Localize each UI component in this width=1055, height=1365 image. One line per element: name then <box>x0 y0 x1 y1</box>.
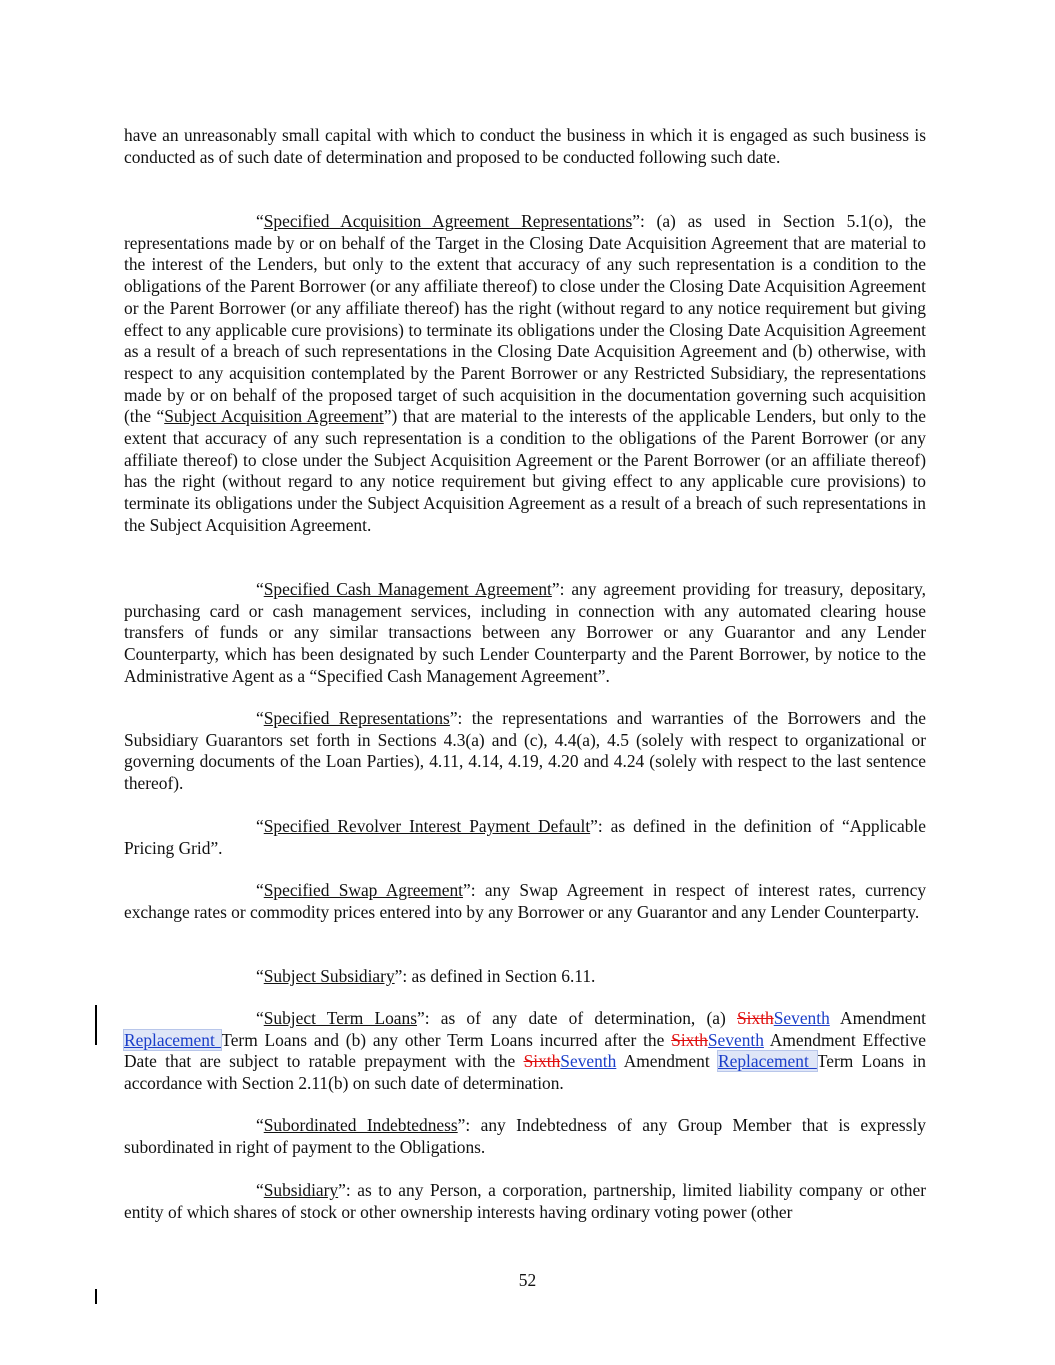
definition-subject-subsidiary <box>124 966 926 988</box>
defined-term: Specified Revolver Interest Payment Default <box>263 816 591 836</box>
term-close: ”: <box>590 816 611 836</box>
open-quote: “ <box>256 708 264 728</box>
paragraph-text: have an unreasonably small capital with which to conduct the business in which it is engaged as such business is conducted as of such date of determination and proposed to be conducted following such date. <box>124 125 926 167</box>
term-close: ”: <box>449 708 472 728</box>
defined-term: Specified Acquisition Agreement Representations <box>263 211 633 231</box>
definition-text: (a) as used in Section 5.1(o), the representations made by or on behalf of the Target in the Closing Date Acquisition Agreement that are material to the interest of the Lenders, but only to the extent that accuracy of any such representation is a condition to the obligations of the Parent Borrower (or any affiliate thereof) to close under the Closing Date Acquisition Agreement or the Parent Borrower (or any affiliate thereof) has the right (without regard to any notice requirement but giving effect to any applicable cure provisions) to terminate its obligations under the Closing Date Acquisition Agreement as a result of a breach of such representations in the Closing Date Acquisition Agreement and (b) otherwise, with respect to any acquisition contemplated by the Parent Borrower or any Restricted Subsidiary, the representations made by or on behalf of the proposed target of such acquisition in the documentation governing such acquisition (the <box>124 211 926 427</box>
definition-specified-acquisition-agreement-representations <box>124 211 926 537</box>
definition-text: the representations and warranties of the Borrowers and the Subsidiary Guarantors set forth in Sections 4.3(a) and (c), 4.4(a), 4.5 (solely with respect to organizational or governing documents of the Loan Parties), 4.11, 4.14, 4.19, 4.20 and 4.24 (solely with respect to the last sentence thereof). <box>124 708 926 794</box>
definition-specified-swap-agreement <box>124 880 926 923</box>
inserted-text-highlight: Replacement <box>718 1051 817 1072</box>
revision-change-bar <box>95 1289 97 1304</box>
revision-change-bar <box>95 1005 97 1045</box>
inserted-text: Seventh <box>560 1051 617 1072</box>
inserted-text-highlight: Replacement <box>124 1029 222 1050</box>
definition-specified-revolver-interest-payment-default <box>124 816 926 859</box>
deleted-text: Sixth <box>671 1029 708 1050</box>
definition-text: Amendment <box>616 1051 719 1072</box>
defined-term: Subject Term Loans <box>263 1008 417 1028</box>
term-close: ”: <box>463 880 485 900</box>
definition-text: Amendment <box>829 1008 926 1028</box>
definition-text: Term Loans and (b) any other Term Loans incurred after the <box>221 1029 672 1050</box>
open-quote: “ <box>256 1180 264 1200</box>
term-close: ”: <box>394 966 412 986</box>
defined-term: Subsidiary <box>263 1180 339 1200</box>
defined-term: Specified Cash Management Agreement <box>263 579 552 599</box>
open-quote: “ <box>256 1115 264 1135</box>
open-quote: “ <box>256 211 264 231</box>
deleted-text: Sixth <box>523 1051 561 1072</box>
page-number: 52 <box>518 1270 537 1290</box>
definition-subsidiary <box>124 1180 926 1223</box>
defined-term: Subordinated Indebtedness <box>263 1115 458 1135</box>
defined-term: Specified Representations <box>263 708 450 728</box>
definition-subordinated-indebtedness <box>124 1115 926 1158</box>
open-quote: “ <box>256 1008 264 1028</box>
term-close: ”: <box>551 579 572 599</box>
open-quote: “ <box>256 579 264 599</box>
deleted-text: Sixth <box>737 1008 774 1028</box>
definition-specified-representations <box>124 708 926 795</box>
definition-text: Amendment Effective Date that are subject to ratable prepayment with the <box>124 1029 926 1072</box>
definition-text: as defined in Section 6.11. <box>411 966 596 986</box>
inserted-text: Seventh <box>707 1029 764 1050</box>
term-close: ”: <box>416 1008 441 1028</box>
term-close: ”: <box>632 211 657 231</box>
definition-subject-term-loans <box>124 1008 926 1095</box>
definition-text: Term Loans in accordance with Section 2.11(b) on such date of determination. <box>124 1051 926 1094</box>
term-close: ”: <box>338 1180 358 1200</box>
defined-term: Subject Acquisition Agreement <box>164 406 384 427</box>
defined-term: Subject Subsidiary <box>263 966 395 986</box>
inserted-text: Seventh <box>773 1008 830 1028</box>
defined-term: Specified Swap Agreement <box>263 880 464 900</box>
paragraph-capital-continuation <box>124 125 926 168</box>
definition-text: any Indebtedness of any Group Member that is expressly subordinated in right of payment to the Obligations. <box>124 1115 926 1157</box>
definition-text: as of any date of determination, (a) <box>440 1008 737 1028</box>
definition-specified-cash-management-agreement <box>124 579 926 688</box>
definition-text: any agreement providing for treasury, depositary, purchasing card or cash management services, including in connection with any automated clearing house transfers of funds or any similar transactions between any Borrower or any Guarantor and any Lender Counterparty, which has been designated by such Lender Counterparty and the Parent Borrower, by notice to the Administrative Agent as a “Specified Cash Management Agreement”. <box>124 579 927 686</box>
definition-text: as defined in the definition of “Applicable Pricing Grid”. <box>124 816 926 858</box>
open-quote: “ <box>256 880 264 900</box>
definition-text: ”) that are material to the interests of the applicable Lenders, but only to the extent that accuracy of any such representation is a condition to the obligations of the Parent Borrower (or any affiliate thereof) to close under the Subject Acquisition Agreement or the Parent Borrower (or an affiliate thereof) has the right (without regard to any notice requirement but giving effect to any applicable cure provisions) to terminate its obligations under the Subject Acquisition Agreement as a result of a breach of such representations in the Subject Acquisition Agreement. <box>124 406 926 535</box>
term-close: ”: <box>457 1115 481 1135</box>
definition-text: any Swap Agreement in respect of interest rates, currency exchange rates or commodity prices entered into by any Borrower or any Guarantor and any Lender Counterparty. <box>124 880 927 922</box>
open-quote: “ <box>256 816 264 836</box>
definition-text: as to any Person, a corporation, partnership, limited liability company or other entity of which shares of stock or other ownership interests having ordinary voting power (other <box>124 1180 926 1222</box>
open-quote: “ <box>156 406 165 427</box>
open-quote: “ <box>256 966 264 986</box>
